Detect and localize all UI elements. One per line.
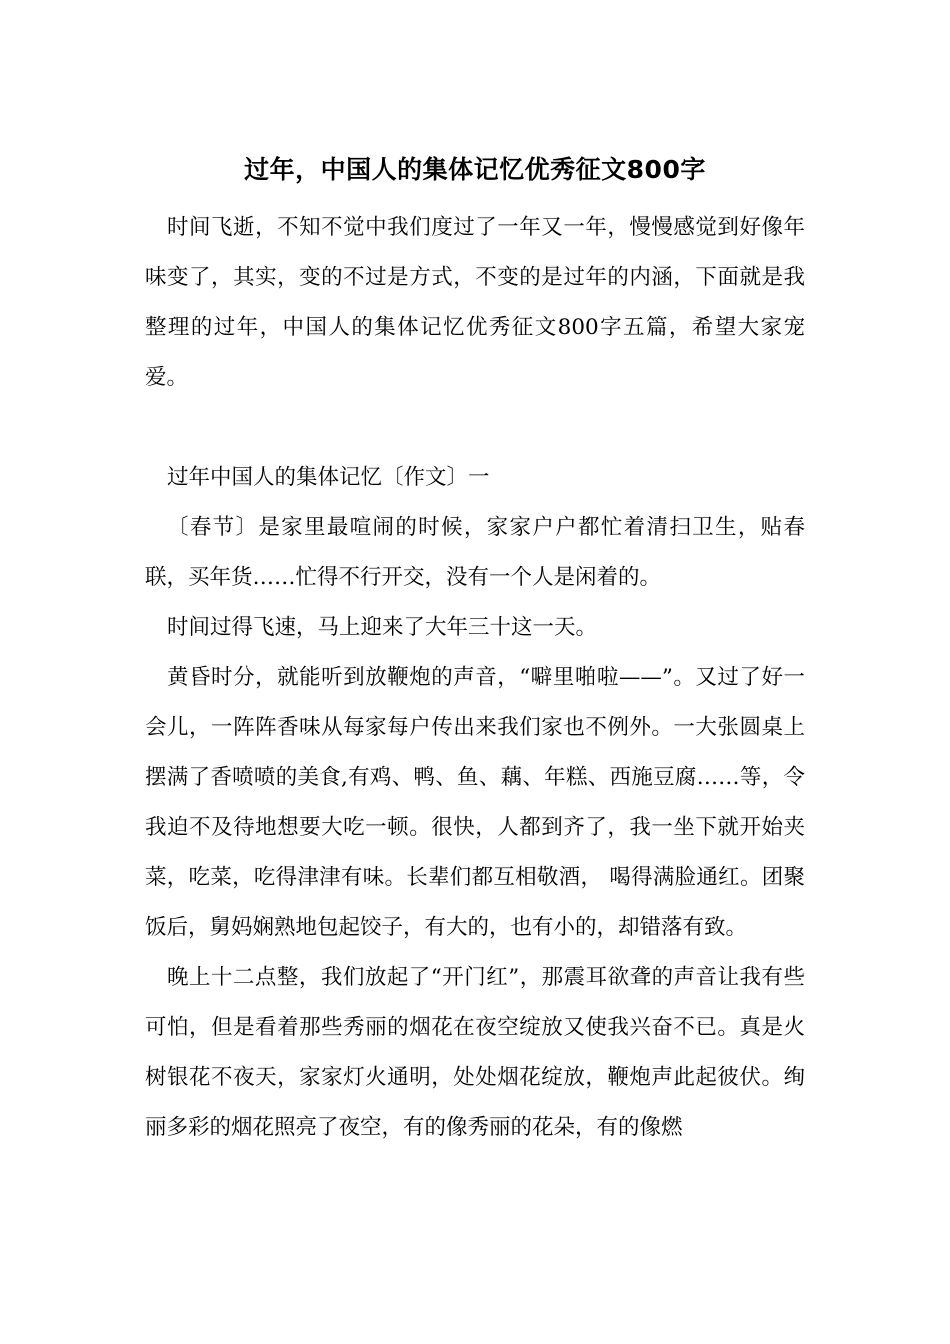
body-paragraph: 晚上十二点整，我们放起了“开门红”，那震耳欲聋的声音让我有些可怕，但是看着那些秀丽的烟花在夜空绽放又使我兴奋不已。真是火树银花不夜天，家家灯火通明，处处烟花绽放，鞭炮声此起彼伏。绚丽多彩的烟花照亮了夜空，有的像秀丽的花朵，有的像燃 <box>145 965 805 1140</box>
blank-line <box>145 403 805 453</box>
document-title: 过年，中国人的集体记忆优秀征文800字 <box>244 155 706 184</box>
body-paragraph: 时间过得飞速，马上迎来了大年三十这一天。 <box>167 615 598 640</box>
section-heading: 过年中国人的集体记忆〔作文〕一 <box>167 465 490 490</box>
document-body <box>145 203 805 1153</box>
intro-paragraph: 时间飞逝，不知不觉中我们度过了一年又一年，慢慢感觉到好像年味变了，其实，变的不过是方式，不变的是过年的内涵，下面就是我整理的过年，中国人的集体记忆优秀征文800字五篇，希望大家宠爱。 <box>145 215 805 390</box>
body-paragraph: 〔春节〕是家里最喧闹的时候，家家户户都忙着清扫卫生，贴春联，买年货……忙得不行开交，没有一个人是闲着的。 <box>145 515 805 590</box>
body-paragraph: 黄昏时分，就能听到放鞭炮的声音，“噼里啪啦——”。又过了好一会儿，一阵阵香味从每家每户传出来我们家也不例外。一大张圆桌上摆满了香喷喷的美食,有鸡、鸭、鱼、藕、年糕、西施豆腐……等，令我迫不及待地想要大吃一顿。很快，人都到齐了，我一坐下就开始夹菜，吃菜，吃得津津有味。长辈们都互相敬酒， 喝得满脸通红。团聚饭后，舅妈娴熟地包起饺子，有大的，也有小的，却错落有致。 <box>145 665 805 940</box>
